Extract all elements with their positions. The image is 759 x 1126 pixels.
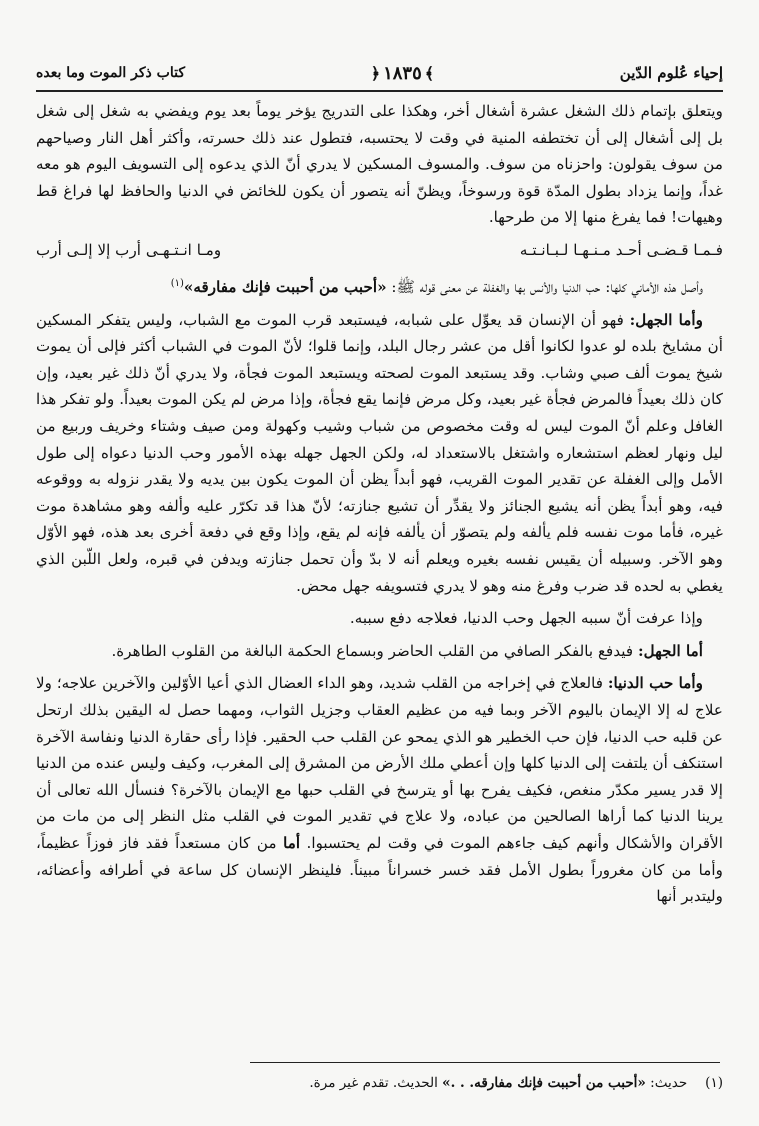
footnote — [36, 1072, 723, 1094]
main-text — [36, 98, 723, 916]
paragraph-ignorance — [36, 307, 723, 600]
footnote-divider — [250, 1062, 720, 1063]
ornament-left: ﴿ — [370, 63, 381, 83]
origin-text: وأصل هذه الأماني كلها: حب الدنيا والأنس بها والغفلة عن معنى قوله ﷺ: — [386, 278, 703, 297]
page-header — [36, 56, 723, 92]
remedy-ignorance-text: فيدفع بالفكر الصافي من القلب الحاضر وبسماع الحكمة البالغة من القلوب الطاهرة. — [111, 641, 638, 660]
ignorance-heading: وأما الجهل: — [629, 310, 703, 329]
footnote-ref: (١) — [170, 277, 184, 289]
footnote-number: (١) — [705, 1075, 723, 1091]
love-of-world-heading: وأما حب الدنيا: — [607, 674, 703, 693]
paragraph-love-of-world — [36, 670, 723, 909]
paragraph-procrastination: ويتعلق بإتمام ذلك الشغل عشرة أشغال أخر، وهكذا على التدريج يؤخر يوماً بعد يوم ويفضي به شغل إلى شغل بل إلى أشغال إلى أن تختطفه المنية في وقت لا يحتسبه، فتطول عند ذلك حسرته، وأكثر أهل النار وصياحهم من سوف يقولون: واحزناه من سوف. والمسوف المسكين لا يدري أنّ الذي يدعوه إلى التسويف اليوم هو معه غداً، وإنما يزداد بطول المدّة قوة ورسوخاً، ويظنّ أنه يتصور أن يكون للخائض في الدنيا والحافظ لها فراغ قط وهيهات! فما يفرغ منها إلا من طرحها. — [36, 102, 723, 227]
remedy-ignorance-heading: أما الجهل: — [637, 641, 703, 660]
poem-first-hemistich: فـمـا قـضـى أحـد مـنـهـا لـبـانـتـه — [519, 240, 723, 259]
poem-verse — [36, 237, 723, 263]
poem-second-hemistich: ومـا انـتـهـى أرب إلا إلـى أرب — [36, 240, 222, 259]
page-number: ١٨٣٥ — [383, 62, 422, 84]
hadith-quote: «أحبب من أحببت فإنك مفارقه» — [183, 278, 387, 297]
footnote-body — [309, 1072, 687, 1094]
ornament-right: ﴾ — [424, 63, 435, 83]
footnote-quote: «أحبب من أحببت فإنك مفارقه. . .» — [442, 1075, 646, 1091]
book-title: إحياء عُلوم الدّين — [619, 64, 723, 82]
love-of-world-text-end: من كان مستعداً فقد فاز فوزاً عظيماً، وأما من كان مغروراً بطول الأمل فقد خسر خسراناً مبيناً. فلينظر الإنسان كل ساعة في أطرافه وأعضائه، وليتدبر أنها — [36, 833, 723, 906]
love-of-world-emphasis: أما — [283, 833, 301, 852]
paragraph-remedy-intro: وإذا عرفت أنّ سببه الجهل وحب الدنيا، فعلاجه دفع سببه. — [349, 609, 703, 628]
ignorance-text: فهو أن الإنسان قد يعوِّل على شبابه، فيستبعد قرب الموت مع الشباب، وليس يتفكر المسكين أن مشايخ بلده لو عدوا لكانوا أقل من عشر رجال البلد، وإنما قلوا؛ لأنّ الموت في الشباب أكثر فإلى أن يموت شيخ يموت ألف صبي وشاب. وقد يستبعد الموت لصحته ويستبعد الموت فجأة، ولا يدري أنّ ذلك غير بعيد، وإن كان ذلك بعيداً فالمرض فجأة غير بعيد، وكل مرض فإنما يقع فجأة، وإذا مرض لم يكن الموت بعيداً. ولو تفكر هذا الغافل وعلم أنّ الموت ليس له وقت مخصوص من شباب وشيب وكهولة ومن صيف وشتاء وخريف وربيع من ليل ونهار لعظم استشعاره واشتغل بالاستعداد له، ولكن الجهل جهله بهذه الأمور وحب الدنيا دعواه إلى طول الأمل وإلى الغفلة عن تقدير الموت القريب، فهو أبداً يظن أن الموت يكون بين يديه ولا يقدر نزوله به ووقوعه فيه، وهو أبداً يظن أنه يشيع الجنائز ولا يقدِّر أن تشيع جنازته؛ لأنّ هذا قد تكرّر عليه وألفه وهو مشاهدة موت غيره، فأما موت نفسه فلم يألفه ولم يتصوّر أن يألفه فإنه لم يقع، وإذا وقع في دفعة أخرى بعد هذه، فهو الأوّل وهو الآخر. وسبيله أن يقيس نفسه بغيره ويعلم أنه لا بدّ وأن تحمل جنازته ويدفن في قبره، ولعل اللّبن الذي يغطي به لحده قد ضرب وفرغ منه وهو لا يدري فتسويفه جهل محض. — [36, 310, 723, 595]
footnote-suffix: الحديث. تقدم غير مرة. — [309, 1075, 443, 1091]
footnote-prefix: حديث: — [645, 1075, 688, 1091]
chapter-title: كتاب ذكر الموت وما بعده — [36, 65, 185, 81]
paragraph-origin-of-hopes — [36, 271, 723, 301]
page-number-box — [368, 63, 437, 84]
love-of-world-text: فالعلاج في إخراجه من القلب شديد، وهو الداء العضال الذي أعيا الأوّلين والآخرين علاجه؛ ولا علاج له إلا الإيمان باليوم الآخر وبما فيه من عظيم العقاب وجزيل الثواب، ومهما حصل له اليقين بذلك ارتحل عن قلبه حب الدنيا، فإن حب الخطير هو الذي يمحو عن القلب حب الحقير. فإذا رأى حقارة الدنيا ونفاسة الآخرة استنكف أن يلتفت إلى الدنيا كلها وإن أعطي ملك الأرض من المشرق إلى المغرب، وكيف وليس عنده من الدنيا إلا قدر يسير مكدّر منغص، فكيف يفرح بها أو يترسخ في القلب حبها مع الإيمان بالآخرة؟ فنسأل الله تعالى أن يرينا الدنيا كما أراها الصالحين من عباده، ولا علاج في تقدير الموت في القلب مثل النظر إلى من مات من الأقران والأشكال وأنهم كيف جاءهم الموت في وقت لم يحتسبوا. — [36, 674, 723, 852]
paragraph-remedy-ignorance — [36, 638, 723, 665]
